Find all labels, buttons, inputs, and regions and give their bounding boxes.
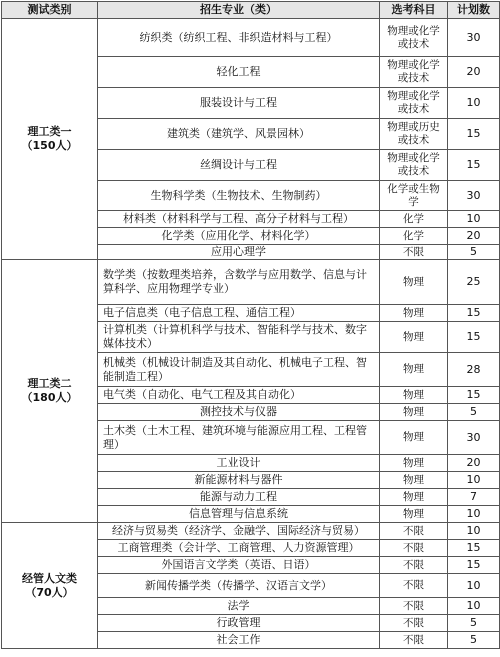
subject-cell: 物理 (380, 489, 448, 506)
category-name: 经管人文类 (22, 571, 77, 585)
major-cell: 机械类（机械设计制造及其自动化、机械电子工程、智能制造工程） (98, 353, 380, 387)
plan-count-cell: 15 (448, 322, 500, 353)
category-count: （180人） (21, 391, 78, 404)
plan-count-cell: 5 (448, 245, 500, 260)
plan-count-cell: 30 (448, 181, 500, 211)
subject-cell: 物理 (380, 387, 448, 404)
subject-cell: 不限 (380, 245, 448, 260)
subject-cell: 物理或化学或技术 (380, 150, 448, 181)
subject-cell: 不限 (380, 574, 448, 598)
major-cell: 经济与贸易类（经济学、金融学、国际经济与贸易） (98, 523, 380, 540)
major-cell: 轻化工程 (98, 57, 380, 88)
major-cell: 法学 (98, 598, 380, 615)
major-cell: 电气类（自动化、电气工程及其自动化） (98, 387, 380, 404)
plan-count-cell: 10 (448, 88, 500, 119)
plan-count-cell: 15 (448, 387, 500, 404)
subject-cell: 化学 (380, 228, 448, 245)
header-category: 测试类别 (2, 2, 98, 19)
plan-count-cell: 10 (448, 523, 500, 540)
subject-cell: 物理或化学或技术 (380, 88, 448, 119)
header-major: 招生专业（类） (98, 2, 380, 19)
subject-cell: 不限 (380, 557, 448, 574)
major-cell: 社会工作 (98, 632, 380, 649)
major-cell: 纺织类（纺织工程、非织造材料与工程） (98, 19, 380, 57)
major-cell: 计算机类（计算机科学与技术、智能科学与技术、数字媒体技术） (98, 322, 380, 353)
plan-count-cell: 10 (448, 598, 500, 615)
category-count: （150人） (21, 139, 78, 152)
subject-cell: 不限 (380, 615, 448, 632)
major-cell: 建筑类（建筑学、风景园林） (98, 119, 380, 150)
subject-cell: 不限 (380, 598, 448, 615)
table-row (2, 260, 500, 305)
category-cell (2, 260, 98, 523)
major-cell: 服装设计与工程 (98, 88, 380, 119)
subject-cell: 物理 (380, 353, 448, 387)
plan-count-cell: 15 (448, 150, 500, 181)
plan-count-cell: 15 (448, 305, 500, 322)
major-cell: 新闻传播学类（传播学、汉语言文学） (98, 574, 380, 598)
subject-cell: 化学或生物学 (380, 181, 448, 211)
major-cell: 生物科学类（生物技术、生物制药） (98, 181, 380, 211)
table-row (2, 523, 500, 540)
plan-count-cell: 28 (448, 353, 500, 387)
plan-count-cell: 25 (448, 260, 500, 305)
major-cell: 丝绸设计与工程 (98, 150, 380, 181)
plan-count-cell: 20 (448, 455, 500, 472)
subject-cell: 物理 (380, 322, 448, 353)
major-cell: 新能源材料与器件 (98, 472, 380, 489)
category-cell (2, 523, 98, 649)
major-cell: 信息管理与信息系统 (98, 506, 380, 523)
category-count: （70人） (25, 585, 74, 599)
category-cell (2, 19, 98, 260)
plan-count-cell: 10 (448, 574, 500, 598)
subject-cell: 物理 (380, 421, 448, 455)
subject-cell: 不限 (380, 632, 448, 649)
major-cell: 行政管理 (98, 615, 380, 632)
plan-count-cell: 7 (448, 489, 500, 506)
plan-count-cell: 10 (448, 506, 500, 523)
subject-cell: 物理或历史或技术 (380, 119, 448, 150)
subject-cell: 物理 (380, 472, 448, 489)
plan-count-cell: 10 (448, 211, 500, 228)
major-cell: 土木类（土木工程、建筑环境与能源应用工程、工程管理） (98, 421, 380, 455)
major-cell: 能源与动力工程 (98, 489, 380, 506)
subject-cell: 物理 (380, 404, 448, 421)
major-cell: 电子信息类（电子信息工程、通信工程） (98, 305, 380, 322)
subject-cell: 物理 (380, 260, 448, 305)
plan-count-cell: 15 (448, 119, 500, 150)
header-subject: 选考科目 (380, 2, 448, 19)
subject-cell: 化学 (380, 211, 448, 228)
subject-cell: 不限 (380, 523, 448, 540)
admission-plan-table (1, 1, 500, 649)
subject-cell: 物理 (380, 506, 448, 523)
major-cell: 测控技术与仪器 (98, 404, 380, 421)
plan-count-cell: 5 (448, 632, 500, 649)
major-cell: 化学类（应用化学、材料化学） (98, 228, 380, 245)
header-plan: 计划数 (448, 2, 500, 19)
plan-count-cell: 20 (448, 228, 500, 245)
category-name: 理工类二 (27, 377, 72, 390)
subject-cell: 物理 (380, 305, 448, 322)
header-row (2, 2, 500, 19)
plan-count-cell: 15 (448, 557, 500, 574)
subject-cell: 不限 (380, 540, 448, 557)
major-cell: 应用心理学 (98, 245, 380, 260)
major-cell: 工商管理类（会计学、工商管理、人力资源管理） (98, 540, 380, 557)
subject-cell: 物理或化学或技术 (380, 57, 448, 88)
plan-count-cell: 15 (448, 540, 500, 557)
table-body (2, 19, 500, 649)
plan-count-cell: 20 (448, 57, 500, 88)
plan-count-cell: 30 (448, 19, 500, 57)
major-cell: 外国语言文学类（英语、日语） (98, 557, 380, 574)
plan-count-cell: 5 (448, 615, 500, 632)
subject-cell: 物理 (380, 455, 448, 472)
plan-count-cell: 5 (448, 404, 500, 421)
plan-count-cell: 30 (448, 421, 500, 455)
major-cell: 工业设计 (98, 455, 380, 472)
category-name: 理工类一 (27, 125, 72, 138)
table-row (2, 19, 500, 57)
plan-count-cell: 10 (448, 472, 500, 489)
subject-cell: 物理或化学或技术 (380, 19, 448, 57)
major-cell: 数学类（按数理类培养，含数学与应用数学、信息与计算科学、应用物理学专业） (98, 260, 380, 305)
major-cell: 材料类（材料科学与工程、高分子材料与工程） (98, 211, 380, 228)
